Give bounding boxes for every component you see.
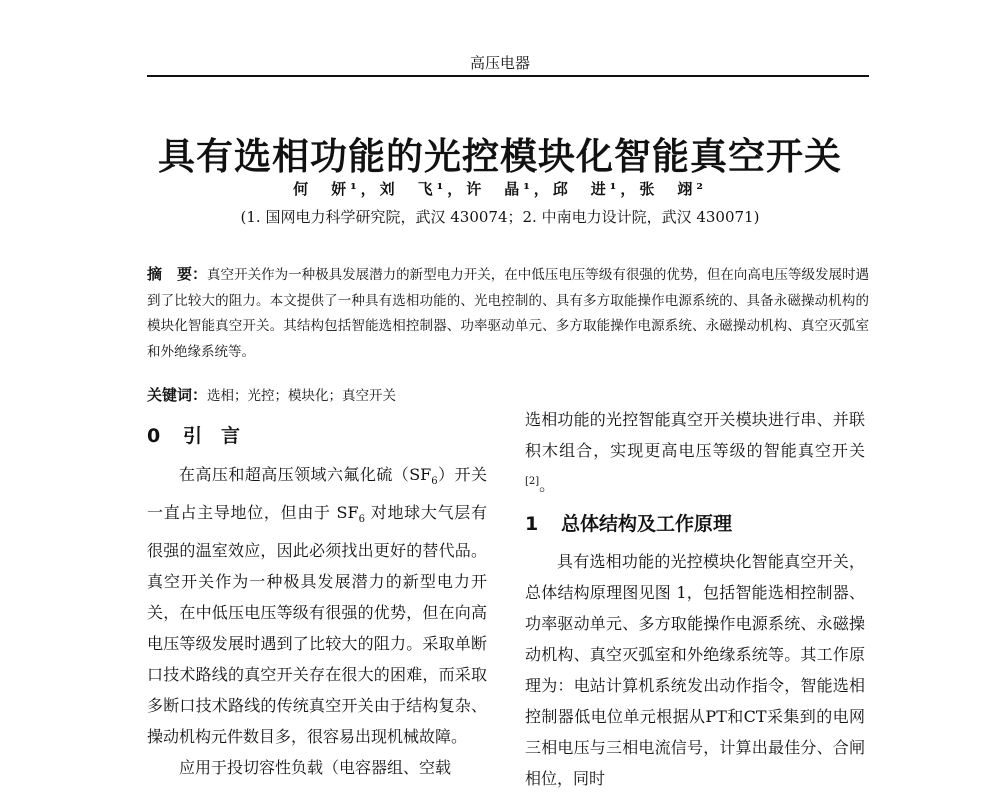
right-column-body bbox=[525, 546, 865, 794]
paper-title: 具有选相功能的光控模块化智能真空开关 bbox=[158, 135, 842, 178]
left-column-body bbox=[147, 459, 487, 783]
citation-ref: [2] bbox=[525, 476, 540, 487]
intro-paragraph-2: 应用于投切容性负载（电容器组、空载 bbox=[179, 758, 452, 778]
section-1-number: 1 bbox=[525, 513, 539, 535]
structure-paragraph: 具有选相功能的光控模块化智能真空开关，总体结构原理图见图 1，包括智能选相控制器、功率驱动单元、多方取能操作电源系统、永磁操动机构、真空灭弧室和外绝缘系统等。其工作原理为：电站计算机系统发出动作指令，智能选相控制器低电位单元根据从PT和CT采集到的电网三相电压与三相电流信号，计算出最佳分、合闸相位，同时 bbox=[525, 552, 865, 788]
intro-continuation: 选相功能的光控智能真空开关模块进行串、并联积木组合，实现更高电压等级的智能真空开关[2]。 bbox=[525, 410, 865, 495]
section-1-title: 总体结构及工作原理 bbox=[561, 513, 733, 535]
keywords-text: 选相；光控；模块化；真空开关 bbox=[207, 388, 397, 404]
keywords-label: 关键词： bbox=[147, 386, 208, 404]
abstract-label: 摘 要： bbox=[147, 265, 208, 283]
section-0-number: 0 bbox=[147, 425, 161, 447]
section-0-title: 引 言 bbox=[183, 425, 241, 447]
abstract-text: 真空开关作为一种极具发展潜力的新型电力开关，在中低压电压等级有很强的优势，但在向高电压等级发展时遇到了比较大的阻力。本文提供了一种具有选相功能的、光电控制的、具有多方取能操作电源系统的、具备永磁操动机构的模块化智能真空开关。其结构包括智能选相控制器、功率驱动单元、多方取能操作电源系统、永磁操动机构、真空灭弧室和外绝缘系统等。 bbox=[147, 267, 869, 360]
abstract bbox=[147, 262, 869, 365]
section-0-heading bbox=[147, 421, 487, 448]
keywords bbox=[147, 384, 869, 405]
paper-affiliations: (1. 国网电力科学研究院，武汉 430074；2. 中南电力设计院，武汉 430071) bbox=[240, 208, 760, 226]
paper-authors: 何 妍¹，刘 飞¹，许 晶¹，邱 进¹，张 翊² bbox=[293, 180, 707, 198]
journal-section-header: 高压电器 bbox=[469, 54, 530, 72]
right-column-top bbox=[525, 404, 865, 500]
header-rule bbox=[147, 75, 869, 77]
intro-paragraph-1: 在高压和超高压领域六氟化硫$(SF_6)$开关一直占主导地位，但由于 $SF_6$ 对地球大气层有很强的温室效应，因此必须找出更好的替代品。真空开关作为一种极具发展潜力的新型电力开关，在中低压电压等级有很强的优势，但在向高电压等级发展时遇到了比较大的阻力。采取单断口技术路线的真空开关存在很大的困难，而采取多断口技术路线的传统真空开关由于结构复杂、操动机构元件数目多，很容易出现机械故障。 bbox=[147, 465, 487, 747]
section-1-heading bbox=[525, 509, 865, 536]
